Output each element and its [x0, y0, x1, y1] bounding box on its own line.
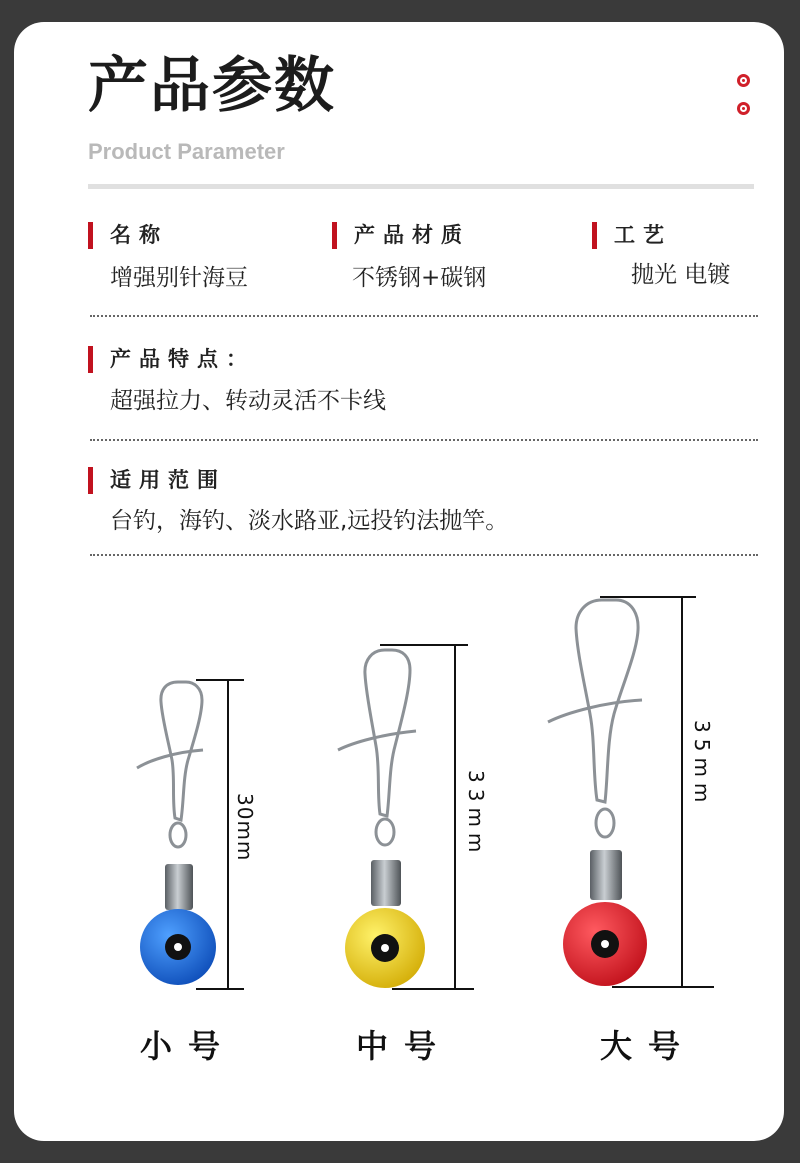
spec-label-name: 名称 — [88, 222, 168, 248]
size-label-large: 大号 — [600, 1027, 697, 1065]
dimension-small: 30mm — [233, 793, 257, 862]
page-subtitle: Product Parameter — [88, 139, 285, 164]
spec-value-craft: 抛光 电镀 — [631, 262, 731, 288]
spec-value-material: 不锈钢+碳钢 — [352, 265, 487, 291]
swivel-barrel-large — [590, 850, 622, 900]
product-small — [137, 680, 244, 989]
spec-value-features: 超强拉力、转动灵活不卡线 — [110, 388, 386, 414]
spec-label-features: 产品特点： — [88, 346, 255, 372]
spec-value-name: 增强别针海豆 — [110, 265, 248, 291]
spec-label-usage: 适用范围 — [88, 467, 226, 493]
page-title: 产品参数 — [88, 51, 336, 121]
spec-label-material: 产品材质 — [332, 222, 470, 248]
size-label-medium: 中号 — [356, 1027, 453, 1065]
spec-value-usage: 台钓，海钓、淡水路亚,远投钓法抛竿。 — [110, 508, 509, 534]
spec-label-craft: 工艺 — [592, 222, 672, 248]
swivel-barrel-medium — [371, 860, 401, 906]
dimension-large: 35mm — [690, 720, 714, 809]
dimension-medium: 33mm — [464, 770, 488, 859]
size-label-small: 小号 — [140, 1027, 237, 1065]
product-medium — [338, 645, 474, 989]
swivel-barrel-small — [165, 864, 193, 910]
